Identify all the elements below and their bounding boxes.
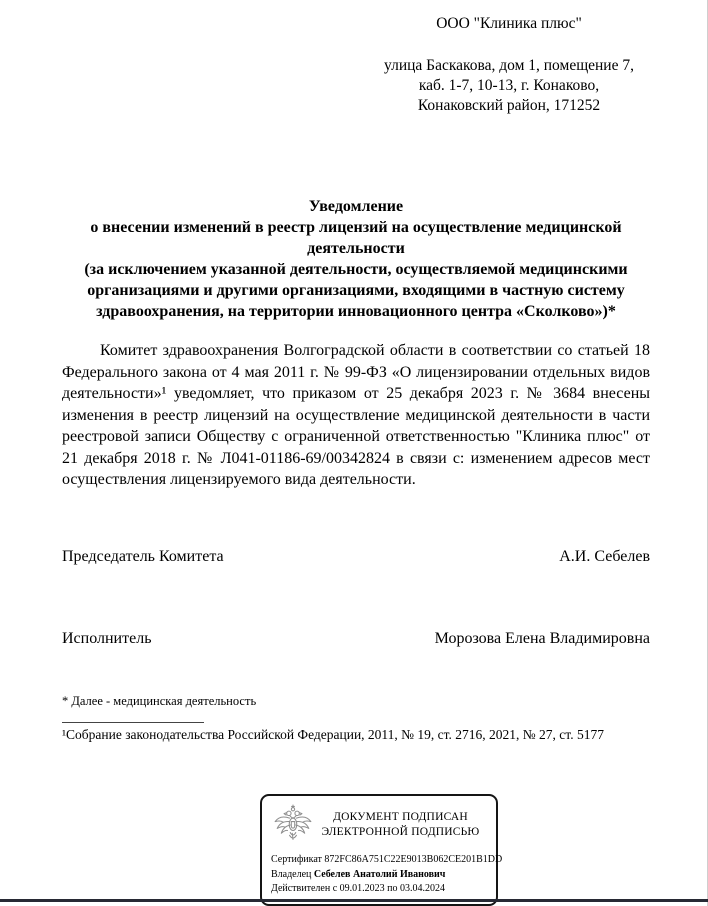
document-title-block: [62, 196, 650, 322]
footnote-separator: [62, 722, 204, 723]
recipient-address-line: каб. 1-7, 10-13, г. Конаково,: [418, 77, 600, 94]
document-title-parenthetical: (за исключением указанной деятельности, осуществляемой медицинскими организациями и другими организациями, входящими в частную систему здравоохранения, на территории инновационного центра «Сколково»)*: [84, 261, 628, 320]
body-paragraph: Комитет здравоохранения Волгоградской области в соответствии со статьей 18 Федерального закона от 4 мая 2011 г. № 99-ФЗ «О лицензировании отдельных видов деятельности»¹ уведомляет, что приказом от 25 декабря 2023 г. № 3684 внесены изменения в реестр лицензий на осуществление медицинской деятельности в части реестровой записи Обществу с ограниченной ответственностью "Клиника плюс" от 21 декабря 2018 г. № Л041-01186-69/00342824 в связи с: изменением адресов мест осуществления лицензируемого вида деятельности.: [62, 342, 650, 488]
footnote-legal: ¹Собрание законодательства Российской Федерации, 2011, № 19, ст. 2716, 2021, № 27, ст. 5177: [62, 726, 604, 742]
stamp-title: [315, 810, 486, 840]
stamp-title-line1: ДОКУМЕНТ ПОДПИСАН: [333, 811, 468, 823]
signature-name: А.И. Себелев: [559, 547, 650, 565]
footnote-star: * Далее - медицинская деятельность: [62, 693, 257, 708]
document-title-subject: о внесении изменений в реестр лицензий на осуществление медицинской деятельности: [90, 219, 622, 257]
stamp-owner-line: [271, 868, 486, 883]
page-bottom-rule: [0, 899, 708, 902]
owner-label: Владелец: [271, 868, 312, 880]
certificate-value: 872FC86A751C22E9013B062CE201B1DD: [324, 854, 503, 865]
stamp-certificate-line: [271, 853, 503, 868]
recipient-address-line: Конаковский район, 171252: [417, 97, 601, 114]
document-content: [62, 0, 650, 744]
signature-role: Исполнитель: [62, 629, 152, 647]
signature-role: Председатель Комитета: [62, 547, 224, 565]
recipient-block: [356, 14, 662, 116]
electronic-signature-stamp: [260, 794, 503, 906]
signature-row-executor: [62, 629, 650, 649]
recipient-address-line: улица Баскакова, дом 1, помещение 7,: [384, 57, 634, 74]
document-title-heading: Уведомление: [308, 198, 404, 215]
certificate-label: Сертификат: [271, 854, 322, 865]
stamp-details: [271, 853, 503, 897]
recipient-company: ООО "Клиника плюс": [436, 15, 582, 32]
stamp-header: [271, 802, 486, 848]
owner-value: Себелев Анатолий Иванович: [313, 868, 446, 880]
stamp-validity-line: Действителен с 09.01.2023 по 03.04.2024: [271, 883, 445, 894]
double-headed-eagle-icon: [271, 802, 315, 848]
stamp-title-line2: ЭЛЕКТРОННОЙ ПОДПИСЬЮ: [321, 826, 480, 838]
signature-name: Морозова Елена Владимировна: [434, 629, 650, 647]
signature-row-chairman: [62, 547, 650, 567]
